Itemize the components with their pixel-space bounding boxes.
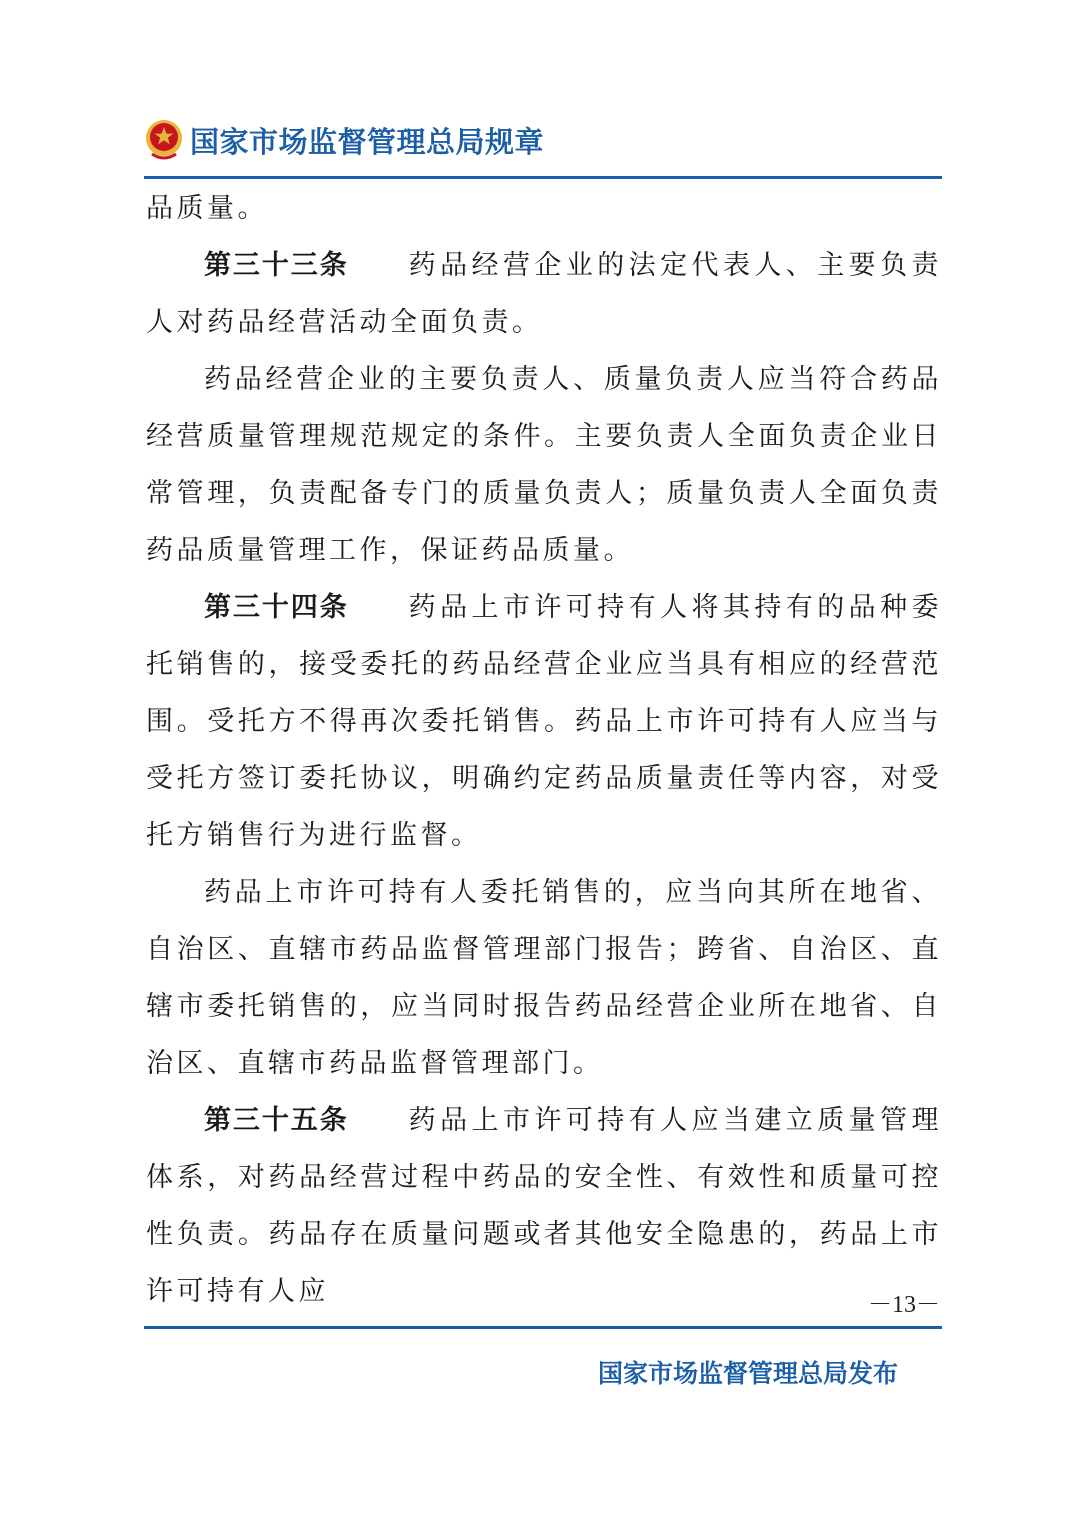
- document-body: [146, 180, 942, 1320]
- article-33-paragraph: 第三十三条 药品经营企业的法定代表人、主要负责人对药品经营活动全面负责。: [146, 250, 943, 338]
- footer-rule: [144, 1326, 942, 1329]
- article-33-clause-2: 药品经营企业的主要负责人、质量负责人应当符合药品经营质量管理规范规定的条件。主要负责人全面负责企业日常管理，负责配备专门的质量负责人；质量负责人全面负责药品质量管理工作，保证药品质量。: [146, 364, 942, 566]
- article-heading: 第三十四条: [204, 592, 349, 623]
- article-35-paragraph: 第三十五条 药品上市许可持有人应当建立质量管理体系，对药品经营过程中药品的安全性、有效性和质量可控性负责。药品存在质量问题或者其他安全隐患的，药品上市许可持有人应: [146, 1105, 943, 1307]
- national-emblem-icon: [144, 118, 184, 162]
- article-34-clause-2: 药品上市许可持有人委托销售的，应当向其所在地省、自治区、直辖市药品监督管理部门报告；跨省、自治区、直辖市委托销售的，应当同时报告药品经营企业所在地省、自治区、直辖市药品监督管理部门。: [146, 877, 942, 1079]
- article-heading: 第三十五条: [204, 1105, 349, 1136]
- footer-publisher: 国家市场监督管理总局发布: [597, 1359, 898, 1388]
- article-34-paragraph: 第三十四条 药品上市许可持有人将其持有的品种委托销售的，接受委托的药品经营企业应当具有相应的经营范围。受托方不得再次委托销售。药品上市许可持有人应当与受托方签订委托协议，明确约定药品质量责任等内容，对受托方销售行为进行监督。: [146, 592, 943, 851]
- page-number: －13－: [868, 1292, 940, 1318]
- header-title: 国家市场监督管理总局规章: [190, 124, 545, 159]
- page-header: [144, 118, 544, 162]
- header-rule: [144, 176, 942, 179]
- paragraph-continuation: 品质量。: [146, 193, 268, 224]
- article-heading: 第三十三条: [204, 250, 349, 281]
